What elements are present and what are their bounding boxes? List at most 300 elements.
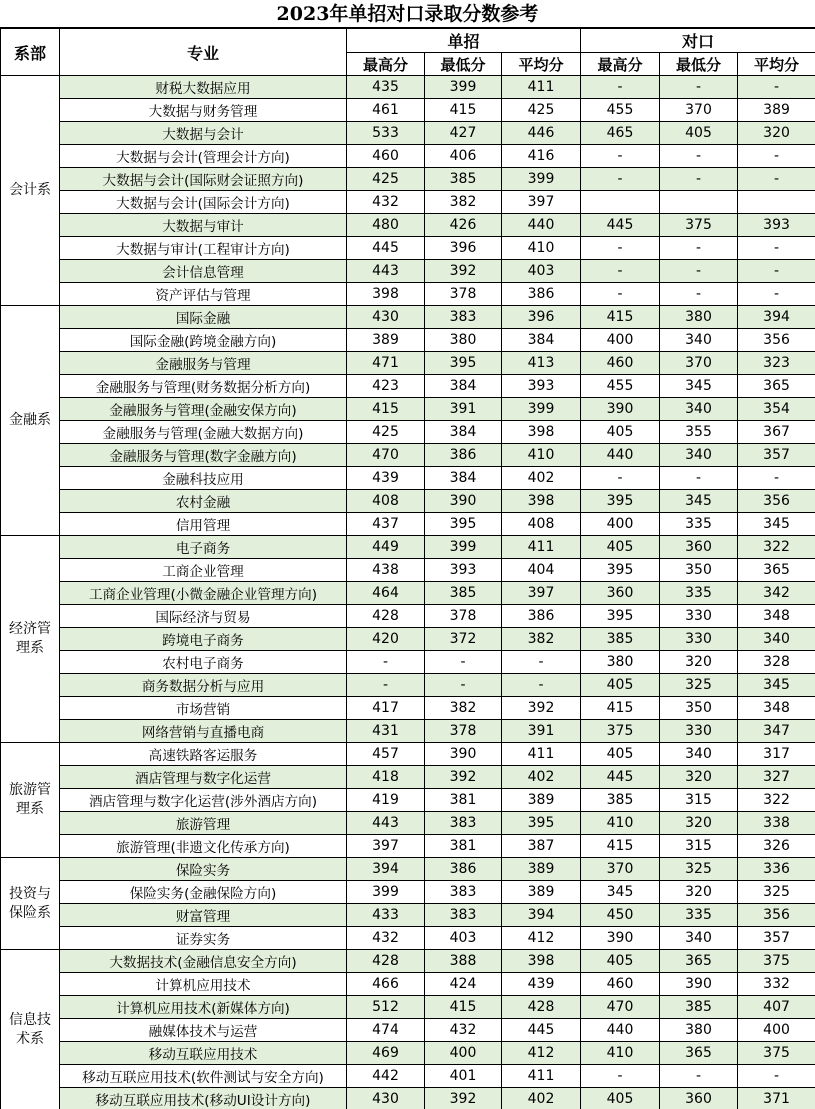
group-a-header: 单招	[347, 29, 581, 53]
score-b-min-cell: 390	[660, 973, 738, 996]
table-row	[1, 743, 815, 766]
score-a-max-cell: 464	[347, 582, 425, 605]
dept-cell: 信息技术系	[1, 950, 60, 1109]
table-row	[1, 1019, 815, 1042]
major-cell: 大数据与审计(工程审计方向)	[60, 237, 347, 260]
score-b-avg-cell: 354	[738, 398, 815, 421]
major-cell: 工商企业管理(小微金融企业管理方向)	[60, 582, 347, 605]
score-b-max-cell: 385	[581, 628, 660, 651]
major-cell: 大数据技术(金融信息安全方向)	[60, 950, 347, 973]
score-a-min-cell: 399	[425, 536, 502, 559]
major-cell: 财税大数据应用	[60, 76, 347, 99]
score-b-avg-cell: 345	[738, 513, 815, 536]
score-b-max-cell: -	[581, 168, 660, 191]
score-a-max-cell: 443	[347, 260, 425, 283]
score-a-avg-cell: -	[502, 651, 581, 674]
table-row	[1, 306, 815, 329]
major-cell: 商务数据分析与应用	[60, 674, 347, 697]
score-b-min-cell: 375	[660, 214, 738, 237]
score-b-min-cell: 340	[660, 444, 738, 467]
score-a-min-cell: 378	[425, 720, 502, 743]
score-b-max-cell: 440	[581, 1019, 660, 1042]
score-a-avg-cell: 391	[502, 720, 581, 743]
score-a-max-cell: 432	[347, 191, 425, 214]
score-b-min-cell: -	[660, 145, 738, 168]
major-cell: 移动互联应用技术(软件测试与安全方向)	[60, 1065, 347, 1088]
score-a-max-cell: 466	[347, 973, 425, 996]
score-a-max-cell: 442	[347, 1065, 425, 1088]
score-b-min-cell: 335	[660, 904, 738, 927]
table-row	[1, 927, 815, 950]
score-a-avg-cell: 402	[502, 766, 581, 789]
score-b-avg-cell: 332	[738, 973, 815, 996]
score-b-max-cell: 400	[581, 329, 660, 352]
score-b-min-cell: 320	[660, 766, 738, 789]
score-a-min-cell: -	[425, 674, 502, 697]
major-cell: 计算机应用技术	[60, 973, 347, 996]
score-b-max-cell: 405	[581, 1088, 660, 1109]
major-cell: 大数据与会计(国际财会证照方向)	[60, 168, 347, 191]
score-a-avg-cell: 397	[502, 582, 581, 605]
score-b-avg-cell: 317	[738, 743, 815, 766]
score-b-max-cell: 445	[581, 214, 660, 237]
table-row	[1, 1088, 815, 1109]
score-b-min-cell: 360	[660, 536, 738, 559]
score-b-min-cell: 320	[660, 812, 738, 835]
major-header: 专业	[60, 29, 347, 76]
major-cell: 财富管理	[60, 904, 347, 927]
score-b-avg-cell: 325	[738, 881, 815, 904]
dept-cell: 会计系	[1, 76, 60, 306]
score-a-avg-cell: 410	[502, 444, 581, 467]
table-row	[1, 996, 815, 1019]
score-a-min-cell: 392	[425, 766, 502, 789]
score-a-avg-cell: 411	[502, 743, 581, 766]
major-cell: 跨境电子商务	[60, 628, 347, 651]
score-b-avg-cell: 394	[738, 306, 815, 329]
score-b-min-cell: -	[660, 168, 738, 191]
score-a-min-cell: 426	[425, 214, 502, 237]
score-a-max-cell: 418	[347, 766, 425, 789]
score-a-min-cell: 383	[425, 812, 502, 835]
score-b-avg-cell: 323	[738, 352, 815, 375]
score-a-avg-cell: 404	[502, 559, 581, 582]
score-b-avg-cell: 322	[738, 789, 815, 812]
score-b-max-cell: 410	[581, 812, 660, 835]
score-b-avg-cell: 400	[738, 1019, 815, 1042]
a-min-header: 最低分	[425, 53, 502, 76]
table-row	[1, 260, 815, 283]
score-a-max-cell: 394	[347, 858, 425, 881]
score-a-avg-cell: 439	[502, 973, 581, 996]
score-a-avg-cell: 387	[502, 835, 581, 858]
score-b-max-cell: 385	[581, 789, 660, 812]
score-b-max-cell: 440	[581, 444, 660, 467]
score-b-min-cell: 345	[660, 490, 738, 513]
score-b-max-cell: -	[581, 237, 660, 260]
table-row	[1, 950, 815, 973]
score-b-avg-cell: 357	[738, 927, 815, 950]
dept-cell: 旅游管理系	[1, 743, 60, 858]
score-b-max-cell: -	[581, 145, 660, 168]
score-a-min-cell: 401	[425, 1065, 502, 1088]
score-b-avg-cell: 375	[738, 950, 815, 973]
score-a-avg-cell: 399	[502, 398, 581, 421]
score-b-min-cell: 335	[660, 513, 738, 536]
score-b-max-cell: 390	[581, 398, 660, 421]
score-b-min-cell: 345	[660, 375, 738, 398]
score-b-avg-cell: 365	[738, 375, 815, 398]
score-b-min-cell: 340	[660, 927, 738, 950]
score-b-max-cell: 375	[581, 720, 660, 743]
score-b-max-cell: 395	[581, 490, 660, 513]
score-a-max-cell: 431	[347, 720, 425, 743]
score-b-min-cell: 365	[660, 1042, 738, 1065]
score-a-min-cell: 385	[425, 582, 502, 605]
table-row	[1, 559, 815, 582]
major-cell: 资产评估与管理	[60, 283, 347, 306]
table-row	[1, 168, 815, 191]
major-cell: 国际经济与贸易	[60, 605, 347, 628]
score-a-min-cell: 415	[425, 99, 502, 122]
score-a-avg-cell: 396	[502, 306, 581, 329]
score-a-avg-cell: 384	[502, 329, 581, 352]
major-cell: 金融服务与管理(财务数据分析方向)	[60, 375, 347, 398]
score-b-max-cell: 395	[581, 605, 660, 628]
score-a-max-cell: 399	[347, 881, 425, 904]
score-a-max-cell: 457	[347, 743, 425, 766]
score-a-min-cell: 390	[425, 743, 502, 766]
table-row	[1, 904, 815, 927]
score-a-max-cell: 415	[347, 398, 425, 421]
score-a-avg-cell: -	[502, 674, 581, 697]
score-a-avg-cell: 395	[502, 812, 581, 835]
score-a-avg-cell: 386	[502, 605, 581, 628]
group-b-header: 对口	[581, 29, 815, 53]
score-b-max-cell: 405	[581, 536, 660, 559]
major-cell: 国际金融	[60, 306, 347, 329]
score-a-max-cell: 425	[347, 421, 425, 444]
score-b-min-cell: 355	[660, 421, 738, 444]
score-b-max-cell: 405	[581, 743, 660, 766]
score-a-avg-cell: 398	[502, 421, 581, 444]
score-a-max-cell: 428	[347, 605, 425, 628]
score-b-min-cell: 370	[660, 352, 738, 375]
score-a-max-cell: -	[347, 674, 425, 697]
table-row	[1, 214, 815, 237]
b-min-header: 最低分	[660, 53, 738, 76]
score-a-avg-cell: 411	[502, 1065, 581, 1088]
major-cell: 工商企业管理	[60, 559, 347, 582]
score-b-max-cell: 415	[581, 697, 660, 720]
score-a-min-cell: 384	[425, 421, 502, 444]
score-a-max-cell: -	[347, 651, 425, 674]
major-cell: 保险实务(金融保险方向)	[60, 881, 347, 904]
score-b-max-cell: 405	[581, 674, 660, 697]
score-a-avg-cell: 411	[502, 536, 581, 559]
score-a-avg-cell: 403	[502, 260, 581, 283]
score-a-avg-cell: 446	[502, 122, 581, 145]
score-a-avg-cell: 389	[502, 881, 581, 904]
score-b-avg-cell: 356	[738, 329, 815, 352]
score-b-avg-cell: 340	[738, 628, 815, 651]
score-b-avg-cell: -	[738, 145, 815, 168]
score-a-min-cell: 385	[425, 168, 502, 191]
dept-header: 系部	[1, 29, 60, 76]
score-a-min-cell: 424	[425, 973, 502, 996]
score-b-avg-cell: 336	[738, 858, 815, 881]
score-a-avg-cell: 413	[502, 352, 581, 375]
score-a-max-cell: 433	[347, 904, 425, 927]
score-a-min-cell: 381	[425, 789, 502, 812]
score-b-min-cell: -	[660, 283, 738, 306]
score-b-max-cell: 455	[581, 99, 660, 122]
score-a-min-cell: 391	[425, 398, 502, 421]
major-cell: 高速铁路客运服务	[60, 743, 347, 766]
score-a-min-cell: 382	[425, 191, 502, 214]
table-row	[1, 237, 815, 260]
score-b-min-cell: -	[660, 76, 738, 99]
score-b-max-cell: 465	[581, 122, 660, 145]
score-b-max-cell: -	[581, 260, 660, 283]
score-b-min-cell	[660, 191, 738, 214]
major-cell: 旅游管理	[60, 812, 347, 835]
table-row	[1, 789, 815, 812]
score-b-max-cell: -	[581, 76, 660, 99]
score-a-max-cell: 432	[347, 927, 425, 950]
page-title: 2023年单招对口录取分数参考	[0, 0, 815, 28]
score-a-avg-cell: 399	[502, 168, 581, 191]
score-a-max-cell: 430	[347, 1088, 425, 1109]
score-a-avg-cell: 412	[502, 927, 581, 950]
major-cell: 金融科技应用	[60, 467, 347, 490]
major-cell: 金融服务与管理(金融大数据方向)	[60, 421, 347, 444]
score-b-max-cell: 360	[581, 582, 660, 605]
score-b-max-cell: -	[581, 467, 660, 490]
score-b-avg-cell: 328	[738, 651, 815, 674]
major-cell: 证券实务	[60, 927, 347, 950]
score-b-min-cell: 385	[660, 996, 738, 1019]
score-b-avg-cell: 327	[738, 766, 815, 789]
table-row	[1, 697, 815, 720]
major-cell: 农村电子商务	[60, 651, 347, 674]
score-a-max-cell: 533	[347, 122, 425, 145]
table-row	[1, 835, 815, 858]
score-a-min-cell: 393	[425, 559, 502, 582]
b-avg-header: 平均分	[738, 53, 815, 76]
score-a-max-cell: 512	[347, 996, 425, 1019]
score-b-avg-cell: 393	[738, 214, 815, 237]
score-b-min-cell: 330	[660, 720, 738, 743]
score-a-min-cell: 388	[425, 950, 502, 973]
score-a-min-cell: 399	[425, 76, 502, 99]
score-a-min-cell: 415	[425, 996, 502, 1019]
major-cell: 移动互联应用技术(移动UI设计方向)	[60, 1088, 347, 1109]
table-row	[1, 191, 815, 214]
table-row	[1, 858, 815, 881]
score-a-min-cell: 381	[425, 835, 502, 858]
score-a-max-cell: 438	[347, 559, 425, 582]
score-a-max-cell: 445	[347, 237, 425, 260]
score-b-avg-cell: 345	[738, 674, 815, 697]
major-cell: 保险实务	[60, 858, 347, 881]
score-a-min-cell: 383	[425, 904, 502, 927]
table-row	[1, 513, 815, 536]
score-a-max-cell: 471	[347, 352, 425, 375]
score-a-max-cell: 474	[347, 1019, 425, 1042]
score-a-avg-cell: 389	[502, 789, 581, 812]
table-row	[1, 444, 815, 467]
table-row	[1, 628, 815, 651]
score-a-avg-cell: 397	[502, 191, 581, 214]
score-b-min-cell: 380	[660, 306, 738, 329]
score-a-min-cell: 382	[425, 697, 502, 720]
score-a-min-cell: 384	[425, 467, 502, 490]
major-cell: 农村金融	[60, 490, 347, 513]
table-row	[1, 352, 815, 375]
score-b-min-cell: 330	[660, 628, 738, 651]
score-b-avg-cell: 326	[738, 835, 815, 858]
score-a-min-cell: 372	[425, 628, 502, 651]
score-a-avg-cell: 394	[502, 904, 581, 927]
major-cell: 酒店管理与数字化运营	[60, 766, 347, 789]
score-b-avg-cell: 322	[738, 536, 815, 559]
table-row	[1, 674, 815, 697]
score-a-max-cell: 449	[347, 536, 425, 559]
score-a-max-cell: 423	[347, 375, 425, 398]
score-a-avg-cell: 402	[502, 467, 581, 490]
score-b-max-cell: 380	[581, 651, 660, 674]
score-b-avg-cell: -	[738, 283, 815, 306]
score-a-avg-cell: 398	[502, 950, 581, 973]
score-b-max-cell: 415	[581, 835, 660, 858]
major-cell: 市场营销	[60, 697, 347, 720]
score-a-min-cell: 395	[425, 513, 502, 536]
score-b-min-cell: 405	[660, 122, 738, 145]
table-row	[1, 1065, 815, 1088]
score-b-min-cell: -	[660, 260, 738, 283]
score-b-min-cell: 320	[660, 881, 738, 904]
score-b-max-cell: 410	[581, 1042, 660, 1065]
score-b-min-cell: 325	[660, 858, 738, 881]
score-a-max-cell: 428	[347, 950, 425, 973]
major-cell: 计算机应用技术(新媒体方向)	[60, 996, 347, 1019]
score-b-avg-cell: 357	[738, 444, 815, 467]
table-row	[1, 1042, 815, 1065]
major-cell: 大数据与会计(国际会计方向)	[60, 191, 347, 214]
score-b-avg-cell: 356	[738, 904, 815, 927]
major-cell: 金融服务与管理	[60, 352, 347, 375]
score-b-avg-cell: 342	[738, 582, 815, 605]
score-b-max-cell: 400	[581, 513, 660, 536]
major-cell: 酒店管理与数字化运营(涉外酒店方向)	[60, 789, 347, 812]
score-a-avg-cell: 398	[502, 490, 581, 513]
major-cell: 大数据与会计	[60, 122, 347, 145]
score-b-avg-cell: 356	[738, 490, 815, 513]
score-b-min-cell: 340	[660, 329, 738, 352]
dept-cell: 投资与保险系	[1, 858, 60, 950]
score-b-avg-cell: 347	[738, 720, 815, 743]
score-a-min-cell: 400	[425, 1042, 502, 1065]
score-b-min-cell: -	[660, 237, 738, 260]
score-b-avg-cell: 375	[738, 1042, 815, 1065]
score-a-avg-cell: 382	[502, 628, 581, 651]
score-b-max-cell: 415	[581, 306, 660, 329]
score-b-avg-cell: -	[738, 260, 815, 283]
table-row	[1, 651, 815, 674]
major-cell: 大数据与财务管理	[60, 99, 347, 122]
score-b-min-cell: 340	[660, 743, 738, 766]
score-b-avg-cell: 348	[738, 605, 815, 628]
score-a-min-cell: 386	[425, 858, 502, 881]
score-b-avg-cell: 367	[738, 421, 815, 444]
score-b-max-cell: -	[581, 1065, 660, 1088]
score-b-max-cell: 455	[581, 375, 660, 398]
table-row	[1, 536, 815, 559]
score-a-max-cell: 460	[347, 145, 425, 168]
score-a-max-cell: 389	[347, 329, 425, 352]
score-a-avg-cell: 440	[502, 214, 581, 237]
table-row	[1, 720, 815, 743]
score-a-min-cell: 392	[425, 1088, 502, 1109]
table-row	[1, 421, 815, 444]
score-a-avg-cell: 445	[502, 1019, 581, 1042]
score-b-avg-cell: -	[738, 1065, 815, 1088]
score-b-min-cell: 315	[660, 789, 738, 812]
score-a-max-cell: 430	[347, 306, 425, 329]
score-a-max-cell: 469	[347, 1042, 425, 1065]
table-row	[1, 76, 815, 99]
score-b-avg-cell: 389	[738, 99, 815, 122]
table-row	[1, 490, 815, 513]
score-a-min-cell: 427	[425, 122, 502, 145]
score-b-min-cell: -	[660, 467, 738, 490]
score-a-min-cell: 392	[425, 260, 502, 283]
score-b-max-cell: 445	[581, 766, 660, 789]
b-max-header: 最高分	[581, 53, 660, 76]
major-cell: 信用管理	[60, 513, 347, 536]
score-a-min-cell: 386	[425, 444, 502, 467]
score-a-avg-cell: 386	[502, 283, 581, 306]
table-row	[1, 122, 815, 145]
table-row	[1, 881, 815, 904]
major-cell: 大数据与会计(管理会计方向)	[60, 145, 347, 168]
a-max-header: 最高分	[347, 53, 425, 76]
score-b-avg-cell: 407	[738, 996, 815, 1019]
table-body	[1, 76, 815, 1109]
score-a-max-cell: 470	[347, 444, 425, 467]
major-cell: 移动互联应用技术	[60, 1042, 347, 1065]
score-a-min-cell: 406	[425, 145, 502, 168]
score-b-avg-cell	[738, 191, 815, 214]
score-b-min-cell: 340	[660, 398, 738, 421]
major-cell: 国际金融(跨境金融方向)	[60, 329, 347, 352]
table-row	[1, 99, 815, 122]
table-row	[1, 605, 815, 628]
score-b-avg-cell: 365	[738, 559, 815, 582]
score-b-max-cell: 395	[581, 559, 660, 582]
score-a-avg-cell: 416	[502, 145, 581, 168]
score-b-min-cell: -	[660, 1065, 738, 1088]
score-a-avg-cell: 389	[502, 858, 581, 881]
score-a-avg-cell: 408	[502, 513, 581, 536]
score-a-max-cell: 419	[347, 789, 425, 812]
score-a-avg-cell: 393	[502, 375, 581, 398]
score-b-avg-cell: 338	[738, 812, 815, 835]
score-a-min-cell: -	[425, 651, 502, 674]
score-a-max-cell: 408	[347, 490, 425, 513]
score-a-max-cell: 397	[347, 835, 425, 858]
